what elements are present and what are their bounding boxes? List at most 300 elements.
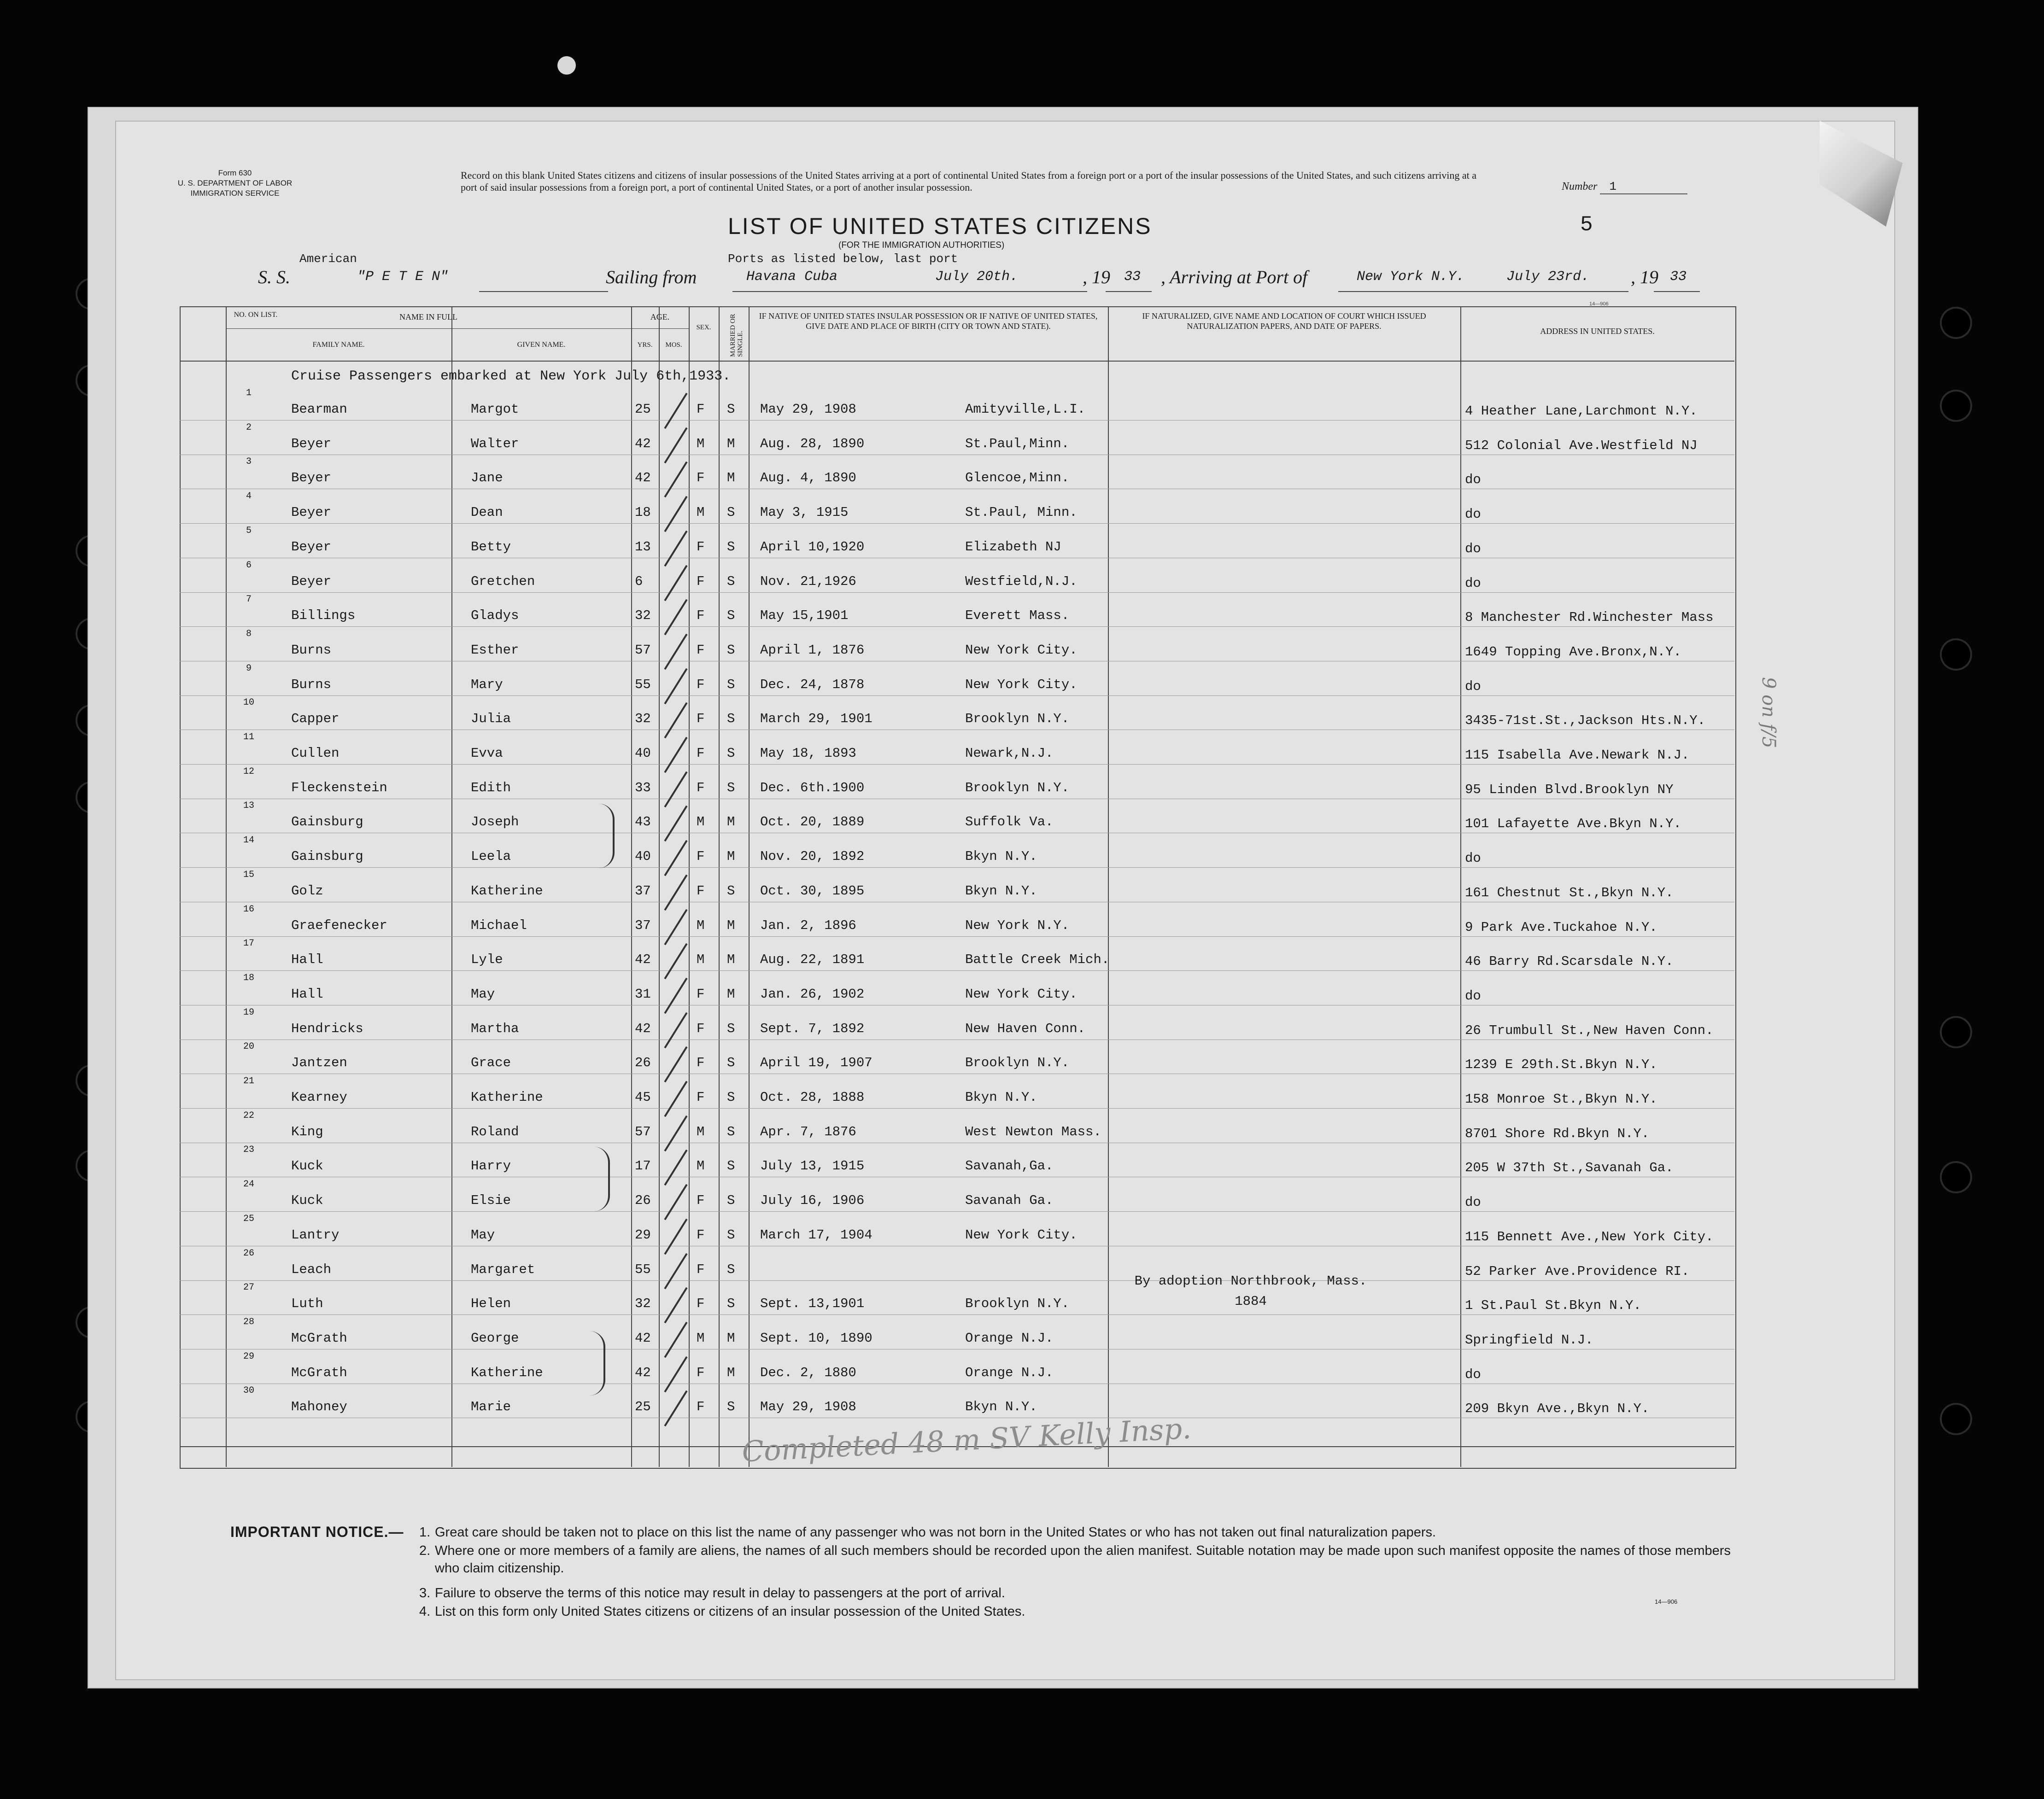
given-name: George — [471, 1331, 519, 1346]
age-years: 37 — [635, 883, 651, 899]
birth-place: West Newton Mass. — [965, 1124, 1101, 1139]
age-years: 26 — [635, 1193, 651, 1208]
notice-item — [419, 1542, 1755, 1577]
notice-number: 1. — [419, 1525, 431, 1540]
family-name: Beyer — [291, 436, 332, 451]
marital-status: S — [727, 1262, 735, 1277]
sex: F — [697, 1021, 705, 1036]
row-number: 27 — [243, 1282, 254, 1293]
form-number: Form 630 — [218, 169, 252, 177]
birth-place: Westfield,N.J. — [965, 574, 1078, 589]
notice-number: 4. — [419, 1604, 431, 1619]
given-name: Betty — [471, 539, 511, 555]
birth-date: Aug. 22, 1891 — [760, 952, 865, 967]
cruise-note: Cruise Passengers embarked at New York July 6th,1933. — [291, 368, 731, 384]
given-name: Katherine — [471, 883, 543, 899]
row-number: 29 — [243, 1351, 254, 1362]
birth-place: Amityville,L.I. — [965, 402, 1086, 417]
family-name: Billings — [291, 608, 356, 623]
given-name: Jane — [471, 470, 503, 485]
marital-status: S — [727, 1158, 735, 1174]
sex: F — [697, 677, 705, 692]
sex: F — [697, 849, 705, 864]
birth-date: Jan. 2, 1896 — [760, 918, 856, 933]
row-number: 21 — [243, 1076, 254, 1086]
address: 205 W 37th St.,Savanah Ga. — [1465, 1160, 1674, 1175]
address: do — [1465, 679, 1481, 694]
arrival-port: New York N.Y. — [1357, 269, 1465, 285]
row-number: 28 — [243, 1317, 254, 1327]
age-years: 42 — [635, 1021, 651, 1036]
marital-status: M — [727, 470, 735, 485]
row-number: 10 — [243, 697, 254, 708]
address: do — [1465, 507, 1481, 522]
notice-item — [419, 1584, 1755, 1602]
age-years: 42 — [635, 470, 651, 485]
form-code: 14—906 — [1655, 1598, 1678, 1605]
column-divider — [1108, 306, 1109, 1467]
sailing-date: July 20th. — [935, 269, 1019, 285]
age-years: 43 — [635, 814, 651, 829]
arriving-label: , Arriving at Port of — [1161, 267, 1308, 287]
family-name: Beyer — [291, 574, 332, 589]
address: 115 Isabella Ave.Newark N.J. — [1465, 748, 1690, 763]
address: do — [1465, 1195, 1481, 1210]
age-years: 57 — [635, 1124, 651, 1139]
row-number: 14 — [243, 835, 254, 846]
age-years: 6 — [635, 574, 643, 589]
age-years: 42 — [635, 952, 651, 967]
ship-name: "P E T E N" — [357, 269, 449, 285]
age-years: 42 — [635, 1365, 651, 1380]
sex: M — [697, 814, 705, 829]
address: 101 Lafayette Ave.Bkyn N.Y. — [1465, 816, 1681, 831]
birth-date: April 10,1920 — [760, 539, 865, 555]
row-number: 5 — [246, 526, 252, 536]
birth-place: New York N.Y. — [965, 918, 1070, 933]
age-years: 45 — [635, 1090, 651, 1105]
column-divider — [659, 306, 660, 1467]
marital-status: M — [727, 849, 735, 864]
row-rule — [180, 970, 1734, 971]
row-number: 12 — [243, 766, 254, 777]
given-name: Leela — [471, 849, 511, 864]
age-years: 31 — [635, 987, 651, 1002]
column-divider — [749, 306, 750, 1467]
row-number: 25 — [243, 1214, 254, 1224]
birth-place: Bkyn N.Y. — [965, 1090, 1037, 1105]
address: 26 Trumbull St.,New Haven Conn. — [1465, 1023, 1714, 1038]
row-number: 26 — [243, 1248, 254, 1259]
family-name: Gainsburg — [291, 814, 363, 829]
marital-status: M — [727, 436, 735, 451]
pencil-bracket — [599, 804, 615, 868]
birth-date: Oct. 30, 1895 — [760, 883, 865, 899]
address: 1649 Topping Ave.Bronx,N.Y. — [1465, 644, 1681, 660]
age-years: 25 — [635, 402, 651, 417]
row-number: 15 — [243, 870, 254, 880]
row-number: 20 — [243, 1041, 254, 1052]
row-rule — [180, 420, 1734, 421]
sailing-from-label: Sailing from — [606, 267, 697, 287]
given-name: Esther — [471, 642, 519, 658]
address: 95 Linden Blvd.Brooklyn NY — [1465, 782, 1674, 797]
age-years: 17 — [635, 1158, 651, 1174]
family-name: Hall — [291, 952, 323, 967]
column-divider — [226, 306, 227, 1467]
address: do — [1465, 541, 1481, 556]
row-number: 23 — [243, 1145, 254, 1155]
form-identifier — [134, 168, 336, 199]
given-name: Marie — [471, 1399, 511, 1414]
binder-hole — [1942, 1018, 1970, 1046]
birth-date: Dec. 24, 1878 — [760, 677, 865, 692]
sex: M — [697, 1158, 705, 1174]
family-name: Beyer — [291, 539, 332, 555]
col-married-single: MARRIED OR SINGLE. — [729, 314, 744, 357]
address: do — [1465, 472, 1481, 487]
notice-number: 2. — [419, 1543, 431, 1558]
row-number: 8 — [246, 629, 252, 639]
marital-status: M — [727, 814, 735, 829]
age-years: 13 — [635, 539, 651, 555]
row-number: 7 — [246, 594, 252, 605]
birth-date: May 18, 1893 — [760, 746, 856, 761]
arrival-date: July 23rd. — [1506, 269, 1590, 285]
row-rule — [180, 764, 1734, 765]
row-number: 17 — [243, 938, 254, 949]
birth-date: Nov. 20, 1892 — [760, 849, 865, 864]
address: do — [1465, 851, 1481, 866]
row-number: 22 — [243, 1110, 254, 1121]
age-years: 42 — [635, 436, 651, 451]
notice-text: Failure to observe the terms of this notice may result in delay to passengers at the port of arrival. — [435, 1586, 1005, 1600]
column-divider — [719, 306, 720, 1467]
department-name: U. S. DEPARTMENT OF LABOR — [177, 179, 293, 187]
sex: F — [697, 1055, 705, 1070]
given-name: Edith — [471, 780, 511, 795]
col-sex: SEX. — [696, 324, 711, 331]
form-instructions: Record on this blank United States citizens and citizens of insular possessions of the United States arriving at a port of continental United States from a foreign port or a port of the insular possessions of the United States, and such citizens arriving at a port of said insular possessions from a foreign port, a port of continental United States, or a port of another insular possession. — [461, 169, 1476, 193]
address: 1 St.Paul St.Bkyn N.Y. — [1465, 1298, 1641, 1313]
given-name: Evva — [471, 746, 503, 761]
sex: F — [697, 746, 705, 761]
notice-item — [419, 1524, 1755, 1541]
given-name: May — [471, 987, 495, 1002]
voyage-line — [258, 266, 1723, 294]
page-subtitle: (FOR THE IMMIGRATION AUTHORITIES) — [838, 240, 1005, 250]
marital-status: S — [727, 883, 735, 899]
marital-status: M — [727, 952, 735, 967]
family-name: Kuck — [291, 1158, 323, 1174]
given-name: May — [471, 1227, 495, 1243]
marital-status: S — [727, 780, 735, 795]
family-name: Burns — [291, 642, 332, 658]
notice-text: List on this form only United States citizens or citizens of an insular possession of the United States. — [435, 1604, 1025, 1619]
name-subdivider — [226, 328, 631, 329]
birth-place: Brooklyn N.Y. — [965, 1296, 1070, 1311]
row-rule — [180, 867, 1734, 868]
address: do — [1465, 988, 1481, 1004]
birth-date: Oct. 20, 1889 — [760, 814, 865, 829]
given-name: Gladys — [471, 608, 519, 623]
col-name-in-full: NAME IN FULL — [399, 312, 457, 321]
given-name: Katherine — [471, 1365, 543, 1380]
birth-place: New York City. — [965, 987, 1078, 1002]
birth-place: Savanah,Ga. — [965, 1158, 1054, 1174]
sex: F — [697, 1399, 705, 1414]
birth-place: Bkyn N.Y. — [965, 1399, 1037, 1414]
sex: M — [697, 1331, 705, 1346]
col-naturalized: IF NATURALIZED, GIVE NAME AND LOCATION OF COURT WHICH ISSUED NATURALIZATION PAPERS, AND DATE OF PAPERS. — [1142, 311, 1426, 331]
given-name: Grace — [471, 1055, 511, 1070]
number-label: Number — [1562, 181, 1598, 193]
row-number: 19 — [243, 1007, 254, 1018]
sex: F — [697, 1365, 705, 1380]
underline — [1654, 291, 1700, 292]
sex: F — [697, 1193, 705, 1208]
birth-date: Sept. 7, 1892 — [760, 1021, 865, 1036]
age-years: 40 — [635, 849, 651, 864]
notice-number: 3. — [419, 1586, 431, 1600]
birth-date: May 29, 1908 — [760, 402, 856, 417]
family-name: Leach — [291, 1262, 332, 1277]
address: 161 Chestnut St.,Bkyn N.Y. — [1465, 885, 1674, 900]
family-name: Jantzen — [291, 1055, 347, 1070]
given-name: Martha — [471, 1021, 519, 1036]
sex: M — [697, 436, 705, 451]
birth-date: Aug. 28, 1890 — [760, 436, 865, 451]
given-name: Helen — [471, 1296, 511, 1311]
binder-hole — [1942, 1405, 1970, 1433]
family-name: Kuck — [291, 1193, 323, 1208]
birth-date: May 29, 1908 — [760, 1399, 856, 1414]
address: Springfield N.J. — [1465, 1332, 1593, 1348]
birth-place: Orange N.J. — [965, 1365, 1054, 1380]
address: 8701 Shore Rd.Bkyn N.Y. — [1465, 1126, 1650, 1141]
given-name: Roland — [471, 1124, 519, 1139]
birth-date: Dec. 6th.1900 — [760, 780, 865, 795]
given-name: Dean — [471, 505, 503, 520]
binder-hole — [1942, 391, 1970, 420]
birth-place: St.Paul, Minn. — [965, 505, 1078, 520]
family-name: Mahoney — [291, 1399, 347, 1414]
address: 1239 E 29th.St.Bkyn N.Y. — [1465, 1057, 1657, 1072]
sex: F — [697, 987, 705, 1002]
marital-status: S — [727, 1055, 735, 1070]
naturalization-info: By adoption Northbrook, Mass. 1884 — [1134, 1273, 1367, 1309]
given-name: Gretchen — [471, 574, 535, 589]
address: 9 Park Ave.Tuckahoe N.Y. — [1465, 920, 1657, 935]
sex: F — [697, 402, 705, 417]
family-name: Beyer — [291, 470, 332, 485]
binder-hole — [1942, 1163, 1970, 1192]
notice-item — [419, 1603, 1755, 1620]
underline — [1338, 291, 1628, 292]
row-rule — [180, 626, 1734, 627]
row-rule — [180, 936, 1734, 937]
address: 115 Bennett Ave.,New York City. — [1465, 1229, 1714, 1244]
col-given-name: GIVEN NAME. — [517, 341, 566, 349]
number-value: 1 — [1600, 180, 1687, 194]
family-name: McGrath — [291, 1331, 347, 1346]
row-number: 13 — [243, 800, 254, 811]
birth-date: July 16, 1906 — [760, 1193, 865, 1208]
age-years: 42 — [635, 1331, 651, 1346]
underline — [1106, 291, 1152, 292]
sex: M — [697, 918, 705, 933]
birth-place: Glencoe,Minn. — [965, 470, 1070, 485]
given-name: Mary — [471, 677, 503, 692]
column-divider — [451, 306, 452, 1467]
sailing-year: 33 — [1124, 269, 1141, 285]
ship-label: S. S. — [258, 267, 290, 287]
birth-place: New Haven Conn. — [965, 1021, 1086, 1036]
birth-place: St.Paul,Minn. — [965, 436, 1070, 451]
sex: M — [697, 952, 705, 967]
row-number: 1 — [246, 388, 252, 398]
page-number: 5 — [1580, 213, 1593, 237]
row-number: 16 — [243, 904, 254, 915]
marital-status: M — [727, 987, 735, 1002]
binder-hole — [1942, 309, 1970, 337]
birth-date: April 1, 1876 — [760, 642, 865, 658]
col-birth: IF NATIVE OF UNITED STATES INSULAR POSSESSION OR IF NATIVE OF UNITED STATES, GIVE DATE AND PLACE OF BIRTH (CITY OR TOWN AND STATE). — [759, 311, 1098, 331]
birth-place: Elizabeth NJ — [965, 539, 1061, 555]
family-name: Cullen — [291, 746, 340, 761]
sailing-port: Havana Cuba — [746, 269, 838, 285]
given-name: Katherine — [471, 1090, 543, 1105]
column-divider — [1460, 306, 1461, 1467]
address: do — [1465, 576, 1481, 591]
ship-type: American — [299, 252, 357, 266]
marital-status: S — [727, 402, 735, 417]
row-rule — [180, 523, 1734, 524]
birth-place: New York City. — [965, 677, 1078, 692]
address: 4 Heather Lane,Larchmont N.Y. — [1465, 403, 1698, 419]
birth-place: New York City. — [965, 1227, 1078, 1243]
age-subdivider — [631, 328, 689, 329]
birth-date: Sept. 13,1901 — [760, 1296, 865, 1311]
address: 512 Colonial Ave.Westfield NJ — [1465, 438, 1698, 453]
sex: F — [697, 1090, 705, 1105]
birth-date: Apr. 7, 1876 — [760, 1124, 856, 1139]
marital-status: M — [727, 1365, 735, 1380]
address: 8 Manchester Rd.Winchester Mass — [1465, 610, 1714, 625]
service-name: IMMIGRATION SERVICE — [190, 189, 280, 198]
age-years: 26 — [635, 1055, 651, 1070]
given-name: Margaret — [471, 1262, 535, 1277]
marital-status: S — [727, 574, 735, 589]
age-years: 33 — [635, 780, 651, 795]
row-rule — [180, 1211, 1734, 1212]
sex: F — [697, 539, 705, 555]
marital-status: S — [727, 505, 735, 520]
family-name: Hall — [291, 987, 323, 1002]
age-years: 18 — [635, 505, 651, 520]
sex: F — [697, 574, 705, 589]
ports-note: Ports as listed below, last port — [728, 252, 958, 266]
marital-status: S — [727, 1021, 735, 1036]
col-address: ADDRESS IN UNITED STATES. — [1540, 327, 1655, 336]
col-months: MOS. — [665, 341, 682, 349]
sex: M — [697, 1124, 705, 1139]
birth-date: Aug. 4, 1890 — [760, 470, 856, 485]
sex: F — [697, 1227, 705, 1243]
family-name: Hendricks — [291, 1021, 363, 1036]
sex: F — [697, 711, 705, 726]
underline — [479, 291, 608, 292]
marital-status: S — [727, 539, 735, 555]
birth-date: May 15,1901 — [760, 608, 849, 623]
age-years: 32 — [635, 608, 651, 623]
family-name: Luth — [291, 1296, 323, 1311]
marital-status: S — [727, 1124, 735, 1139]
col-age: AGE. — [650, 312, 670, 321]
handwritten-margin-note: 9 on f/5 — [1758, 677, 1779, 748]
underline — [732, 291, 1087, 292]
birth-date: Oct. 28, 1888 — [760, 1090, 865, 1105]
sex: F — [697, 608, 705, 623]
notice-heading: IMPORTANT NOTICE.— — [230, 1524, 404, 1540]
birth-date: Dec. 2, 1880 — [760, 1365, 856, 1380]
age-years: 57 — [635, 642, 651, 658]
notice-text: Great care should be taken not to place on this list the name of any passenger who was not born in the United States or who has not taken out final naturalization papers. — [435, 1525, 1436, 1540]
marital-status: S — [727, 608, 735, 623]
row-number: 24 — [243, 1179, 254, 1190]
arrival-year-prefix: , 19 — [1631, 267, 1658, 287]
sex: F — [697, 780, 705, 795]
marital-status: S — [727, 677, 735, 692]
sex: F — [697, 883, 705, 899]
given-name: Margot — [471, 402, 519, 417]
marital-status: S — [727, 1227, 735, 1243]
given-name: Lyle — [471, 952, 503, 967]
row-number: 6 — [246, 560, 252, 571]
row-rule — [180, 1314, 1734, 1315]
row-number: 3 — [246, 456, 252, 467]
arrival-year: 33 — [1670, 269, 1687, 285]
birth-date: May 3, 1915 — [760, 505, 849, 520]
birth-place: Suffolk Va. — [965, 814, 1054, 829]
row-number: 4 — [246, 491, 252, 502]
marital-status: S — [727, 746, 735, 761]
birth-place: Orange N.J. — [965, 1331, 1054, 1346]
sex: F — [697, 1262, 705, 1277]
age-years: 55 — [635, 1262, 651, 1277]
row-number: 2 — [246, 422, 252, 433]
birth-place: Brooklyn N.Y. — [965, 711, 1070, 726]
birth-place: Brooklyn N.Y. — [965, 780, 1070, 795]
birth-place: Newark,N.J. — [965, 746, 1054, 761]
printer-mark: 14—906 — [1589, 301, 1609, 307]
col-family-name: FAMILY NAME. — [312, 341, 365, 349]
given-name: Joseph — [471, 814, 519, 829]
header-divider — [180, 361, 1734, 362]
birth-date: March 29, 1901 — [760, 711, 873, 726]
address: do — [1465, 1367, 1481, 1382]
address: 46 Barry Rd.Scarsdale N.Y. — [1465, 954, 1674, 969]
family-name: McGrath — [291, 1365, 347, 1380]
column-divider — [631, 306, 632, 1467]
birth-place: Battle Creek Mich. — [965, 952, 1110, 967]
address: 52 Parker Ave.Providence RI. — [1465, 1264, 1690, 1279]
birth-date: July 13, 1915 — [760, 1158, 865, 1174]
row-number: 11 — [243, 732, 254, 742]
marital-status: S — [727, 711, 735, 726]
given-name: Julia — [471, 711, 511, 726]
birth-place: Brooklyn N.Y. — [965, 1055, 1070, 1070]
